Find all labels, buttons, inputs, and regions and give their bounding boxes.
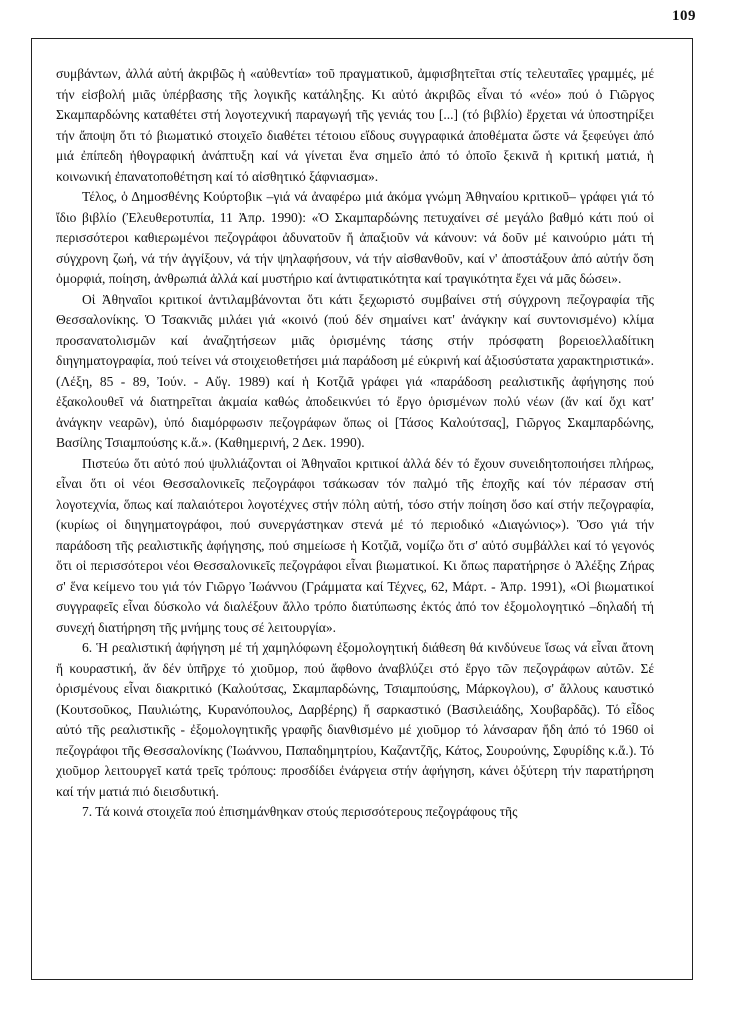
page-number: 109 xyxy=(672,8,696,24)
paragraph: Οἱ Ἀθηναῖοι κριτικοί ἀντιλαμβάνονται ὅτι κάτι ξεχωριστό συμβαίνει στή σύγχρονη πεζογραφία τῆς Θεσσαλονίκης. Ὁ Τσακνιᾶς μιλάει γιά «κοινό (πού δέν σημαίνει κατ' ἀνάγκην καί συντονισμένο) κλίμα προσανατολισμῶν καί ἀναζητήσεων μιᾶς ὁρισμένης τάσης στήν πρόσφατη βορειοελλαδίτικη διηγηματογραφία, πού τείνει νά στοιχειοθετήσει μιά παράδοση μέ εὐκρινή καί ἀξιοσύστατα χαρακτηριστικά». (Λέξη, 85 - 89, Ἰούν. - Αὔγ. 1989) καί ἡ Κοτζιᾶ γράφει γιά «παράδοση ρεαλιστικῆς ἀφήγησης πού ἐξακολουθεῖ νά διατηρεῖται ἀκμαία καθώς ἀποδεικνύει τό ἔργο ὁρισμένων πολύ νέων (ἄν καί ὄχι κατ' ἀνάγκην νεαρῶν), ὑπό διαμόρφωσιν πεζογράφων ὅπως οἱ [Τάσος Καλούτσας], Γιῶργος Σκαμπαρδώνης, Βασίλης Τσιαμπούσης κ.ἄ.». (Καθημερινή, 2 Δεκ. 1990). xyxy=(56,291,654,450)
paragraph: 7. Τά κοινά στοιχεῖα πού ἐπισημάνθηκαν στούς περισσότερους πεζογράφους τῆς xyxy=(82,804,518,819)
paragraph: Τέλος, ὁ Δημοσθένης Κούρτοβικ –γιά νά ἀναφέρω μιά ἀκόμα γνώμη Ἀθηναίου κριτικοῦ– γράφει γιά τό ἴδιο βιβλίο (Ἐλευθεροτυπία, 11 Ἀπρ. 1990): «Ὁ Σκαμπαρδώνης πετυχαίνει σέ μεγάλο βαθμό κάτι πού οἱ περισσότεροι καθιερωμένοι πεζογράφοι ἀδυνατοῦν ἤ ἀπαξιοῦν νά κάνουν: νά δοῦν μέ καινούριο μάτι τή σύγχρονη ζωή, νά τήν ἀγγίξουν, νά τήν ψηλαφήσουν, νά τήν αἰσθανθοῦν, καί ν' ἀποστάξουν ἀπό αὐτήν ὅση ὀμορφιά, ποίηση, ἀνθρωπιά ἀλλά καί μυστήριο καί ἀντιφατικότητα καί τραγικότητα ἔχει νά μᾶς δώσει». xyxy=(56,189,654,286)
paragraph: Πιστεύω ὅτι αὐτό πού ψυλλιάζονται οἱ Ἀθηναῖοι κριτικοί ἀλλά δέν τό ἔχουν συνειδητοποιήσει πλήρως, εἶναι ὅτι οἱ νέοι Θεσσαλονικεῖς πεζογράφοι τσάκωσαν τόν παλμό τῆς ἐποχῆς καί τόν πέρασαν στή λογοτεχνία, ὅπως καί παλαιότεροι λογοτέχνες στήν πόλη αὐτή, τόσο στήν ποίηση ὅσο καί στήν πεζογραφία, (κυρίως οἱ διηγηματογράφοι, πού συνεργάστηκαν στενά μέ τό περιοδικό «Διαγώνιος»). Ὅσο γιά τήν παράδοση τῆς ρεαλιστικῆς ἀφήγησης, πού σημείωσε ἡ Κοτζιᾶ, νομίζω ὅτι σ' αὐτό συμβάλλει καί τό γεγονός ὅτι οἱ περισσότεροι νέοι Θεσσαλονικεῖς πεζογράφοι εἶναι βιωματικοί. Κι ὅπως παρατήρησε ὁ Ἀλέξης Ζήρας σ' ἕνα κείμενο του γιά τόν Γιῶργο Ἰωάννου (Γράμματα καί Τέχνες, 62, Μάρτ. - Ἀπρ. 1991), «Οἱ βιωματικοί συγγραφεῖς εἶναι δύσκολο νά διαλέξουν ἄλλο τρόπο διατύπωσης ἐκτός ἀπό τον ἐξομολογητικό –δηλαδή τή συνεχή διατήρηση τῆς μνήμης τους σέ λειτουργία». xyxy=(56,455,654,635)
text-body xyxy=(56,64,654,823)
paragraph: συμβάντων, ἀλλά αὐτή ἀκριβῶς ἡ «αὐθεντία» τοῦ πραγματικοῦ, ἀμφισβητεῖται στίς τελευταῖες γραμμές, μέ τήν εἰσβολή μιᾶς ὑπέρβασης τῆς λογικῆς κατάληξης. Κι αὐτό ἀκριβῶς εἶναι τό «νέο» πού ὁ Γιῶργος Σκαμπαρδώνης καταθέτει στή λογοτεχνική παραγωγή τῆς γενιάς του [...] (τό βιβλίο) ἔρχεται νά ὑποστηρίξει τήν ἄποψη ὅτι τό βιωματικό στοιχεῖο διαθέτει τέτοιου εἴδους συγγραφικά ἀποθέματα ὥστε νά ξεφεύγει ἀπό μιά ἐπίπεδη ἠθογραφική ἀνάπτυξη καί νά γίνεται ἕνα σημεῖο ἀπό τό ὁποῖο ξεκινᾶ ἡ κριτική ματιά, ἡ κοινωνική ἐπανατοποθέτηση καί τό αἰσθητικό ξάφνιασμα». xyxy=(56,66,654,184)
paragraph: 6. Ἡ ρεαλιστική ἀφήγηση μέ τή χαμηλόφωνη ἐξομολογητική διάθεση θά κινδύνευε ἴσως νά εἶναι ἄτονη ἤ κουραστική, ἄν δέν ὑπῆρχε τό χιοῦμορ, πού ἄφθονο ἀναβλύζει στό ἔργο τῶν πεζογράφων αὐτῶν. Σέ ὁρισμένους εἶναι διακριτικό (Καλούτσας, Σκαμπαρδώνης, Τσιαμπούσης, Μάρκογλου), σ' ἄλλους καυστικό (Κουτσοῦκος, Παυλιώτης, Κυρανόπουλος, Δαρβέρης) ἤ σαρκαστικό (Βασιλειάδης, Χουβαρδᾶς). Τό εἶδος αὐτό τῆς ρεαλιστικῆς - ἐξομολογητικῆς γραφῆς διανθισμένο μέ χιοῦμορ τό λάνσαραν ἤδη ἀπό τό 1960 οἱ πεζογράφοι τῆς Θεσσαλονίκης (Ἰωάννου, Παπαδημητρίου, Καζαντζῆς, Κάτος, Σουρούνης, Σφυρίδης κ.ἄ.). Τό χιοῦμορ λειτουργεῖ κατά τρεῖς τρόπους: προσδίδει ἐνάργεια στήν ἀφήγηση, κάνει ὀξύτερη τήν παρατήρηση καί τήν ματιά πιό διεισδυτική. xyxy=(56,640,654,799)
